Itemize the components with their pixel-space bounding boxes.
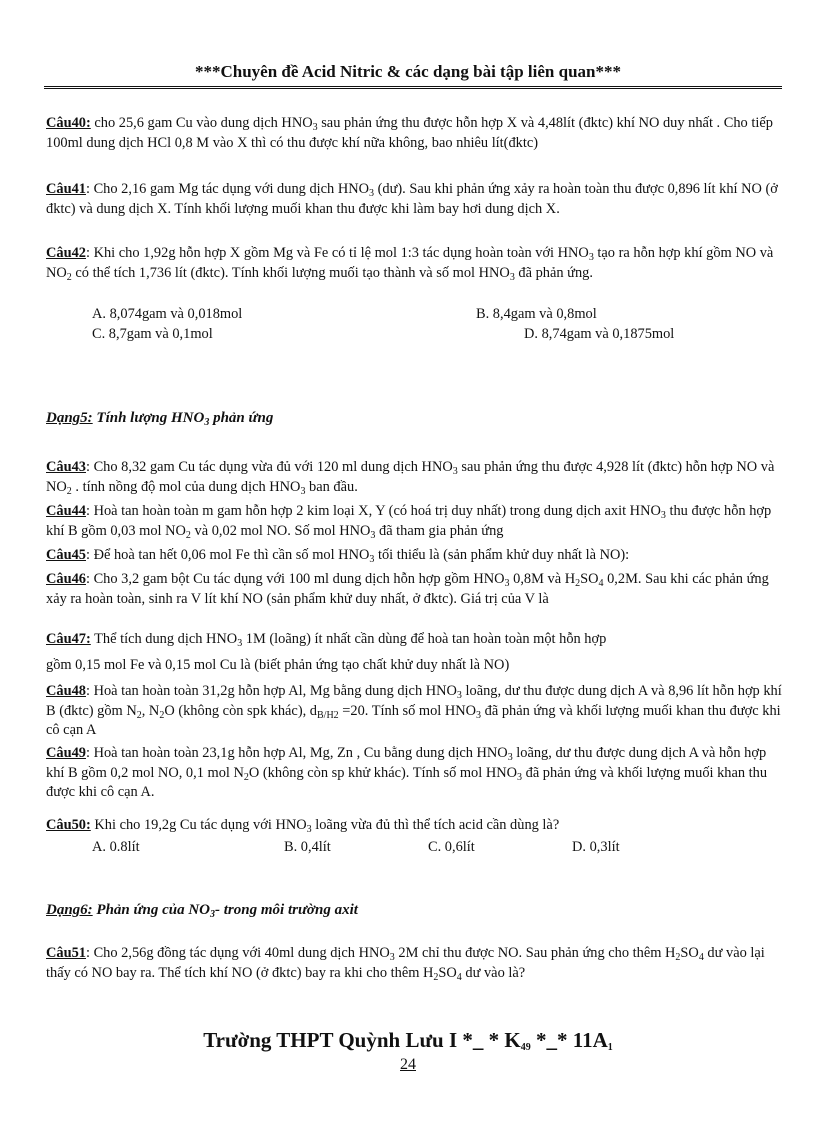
footer-school: Trường THPT Quỳnh Lưu I *_ * $K_{49}$ *_* $11A_1$ xyxy=(203,1028,613,1053)
question-50: Câu50: Khi cho 19,2g Cu tác dụng với $HNO_3$ loãng vừa đủ thì thể tích acid cần dùng là? xyxy=(46,817,560,835)
header-rule xyxy=(44,86,782,89)
question-label: Câu45 xyxy=(46,547,86,563)
question-43: Câu43: Cho 8,32 gam Cu tác dụng vừa đủ với 120 ml dung dịch $HNO_3$ sau phản ứng thu được 4,928 lít (đktc) hỗn hợp NO và $NO_2$ . tính nồng độ mol của dung dịch $HNO_3$ ban đầu. xyxy=(46,459,775,497)
question-41: Câu41: Cho 2,16 gam Mg tác dụng với dung dịch $HNO_3$ (dư). Sau khi phản ứng xảy ra hoàn toàn thu được 0,896 lít khí NO (ở đktc) và dung dịch X. Tính khối lượng muối khan thu được khi làm bay hơi dung dịch X. xyxy=(46,181,778,217)
question-label: Câu51 xyxy=(46,945,86,961)
question-49: Câu49: Hoà tan hoàn toàn 23,1g hỗn hợp Al, Mg, Zn , Cu bằng dung dịch $HNO_3$ loãng, dư thu được dung dịch A và hỗn hợp khí B gồm 0,2 mol NO, 0,1 mol $N_2O$ (không còn sp khử khác). Tính số mol $HNO_3$ đã phản ứng và khối lượng muối khan thu được khi cô cạn A. xyxy=(46,745,768,800)
question-48: Câu48: Hoà tan hoàn toàn 31,2g hỗn hợp Al, Mg bằng dung dịch $HNO_3$ loãng, dư thu được dung dịch A và 8,96 lít hỗn hợp khí B (đktc) gồm $N_2$, $N_2O$ (không còn spk khác), $d_{B/H2} =20$. Tính số mol $HNO_3$ đã phản ứng và khối lượng muối khan thu được khi cô cạn A xyxy=(46,683,782,738)
question-47: Câu47: Thể tích dung dịch $HNO_3$ 1M (loãng) ít nhất cần dùng để hoà tan hoàn toàn một hỗn hợp xyxy=(46,631,607,649)
question-label: Câu50: xyxy=(46,817,91,833)
option-c: C. 8,7gam và 0,1mol xyxy=(92,326,213,342)
question-40: Câu40: cho 25,6 gam Cu vào dung dịch $HNO_3$ sau phản ứng thu được hỗn hợp X và 4,48lít (đktc) khí NO duy nhất . Cho tiếp 100ml dung dịch HCl 0,8 M vào X thì có thu được khí nữa không, bao nhiêu lít(đktc) xyxy=(46,115,773,151)
question-label: Câu43 xyxy=(46,459,86,475)
question-label: Câu47: xyxy=(46,631,91,647)
question-label: Câu42 xyxy=(46,245,86,261)
header-title: ***Chuyên đề Acid Nitric & các dạng bài tập liên quan*** xyxy=(195,62,621,81)
question-label: Câu40: xyxy=(46,115,91,131)
section-heading-dang5: Dạng5: Tính lượng $HNO_3$ phản ứng xyxy=(46,410,274,428)
option-d: D. 8,74gam và 0,1875mol xyxy=(524,326,675,342)
option-a: A. 0.8lít xyxy=(92,839,140,855)
section-heading-dang6: Dạng6: Phản ứng của $NO_3-$ trong môi trường axit xyxy=(46,902,358,920)
question-51: Câu51: Cho 2,56g đồng tác dụng với 40ml dung dịch $HNO_3$ 2M chỉ thu được NO. Sau phản ứng cho thêm $H_2SO_4$ dư vào lại thấy có NO bay ra. Thể tích khí NO (ở đktc) bay ra khi cho thêm $H_2SO_4$ dư vào là? xyxy=(46,945,765,983)
question-label: Câu41 xyxy=(46,181,86,197)
question-label: Câu46 xyxy=(46,571,86,587)
question-label: Câu44 xyxy=(46,503,86,519)
option-d: D. 0,3lít xyxy=(572,839,620,855)
question-44: Câu44: Hoà tan hoàn toàn m gam hỗn hợp 2 kim loại X, Y (có hoá trị duy nhất) trong dung dịch axit $HNO_3$ thu được hỗn hợp khí B gồm 0,03 mol $NO_2$ và 0,02 mol NO. Số mol $HNO_3$ đã tham gia phản ứng xyxy=(46,503,772,541)
question-42: Câu42: Khi cho 1,92g hỗn hợp X gồm Mg và Fe có tỉ lệ mol 1:3 tác dụng hoàn toàn với $HNO_3$ tạo ra hỗn hợp khí gồm NO và $NO_2$ có thể tích 1,736 lít (đktc). Tính khối lượng muối tạo thành và số mol $HNO_3$ đã phản ứng. xyxy=(46,245,774,283)
question-47-line-2: gồm 0,15 mol Fe và 0,15 mol Cu là (biết phản ứng tạo chất khử duy nhất là NO) xyxy=(46,657,510,673)
question-45: Câu45: Để hoà tan hết 0,06 mol Fe thì cần số mol $HNO_3$ tối thiểu là (sản phẩm khử duy nhất là NO): xyxy=(46,547,630,565)
option-a: A. 8,074gam và 0,018mol xyxy=(92,306,243,322)
option-b: B. 0,4lít xyxy=(284,839,331,855)
option-c: C. 0,6lít xyxy=(428,839,475,855)
page-number: 24 xyxy=(400,1056,416,1073)
question-label: Câu49 xyxy=(46,745,86,761)
question-label: Câu48 xyxy=(46,683,86,699)
question-46: Câu46: Cho 3,2 gam bột Cu tác dụng với 100 ml dung dịch hỗn hợp gồm $HNO_3$ 0,8M và $H_2SO_4$ 0,2M. Sau khi các phản ứng xảy ra hoàn toàn, sinh ra V lít khí NO (sản phẩm khử duy nhất, ở đktc). Giá trị của V là xyxy=(46,571,769,607)
option-b: B. 8,4gam và 0,8mol xyxy=(476,306,597,322)
